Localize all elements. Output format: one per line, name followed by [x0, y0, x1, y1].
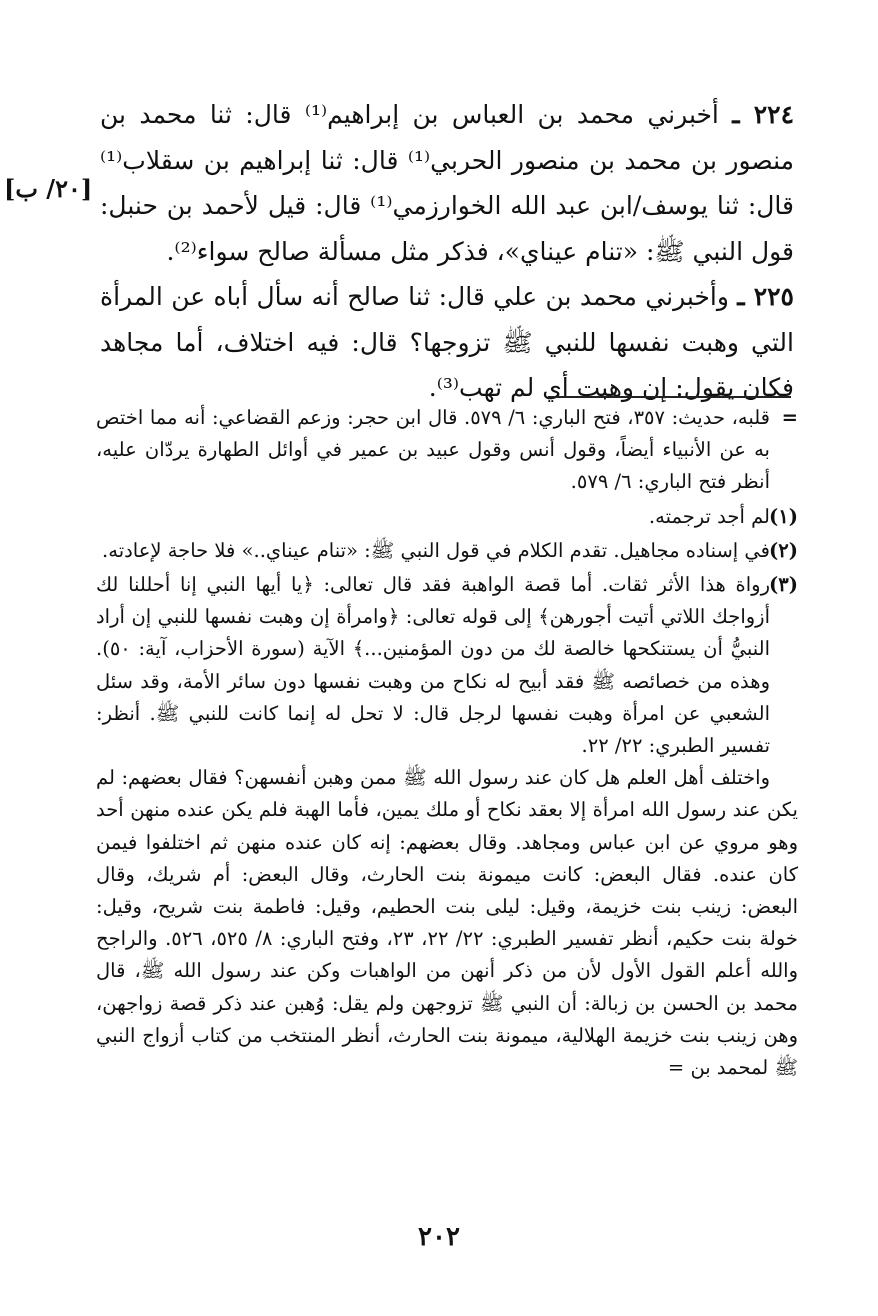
footnotes: [96, 402, 798, 1084]
narration-text: أخبرني محمد بن العباس بن إبراهيم⁽¹⁾ قال: ثنا محمد بن منصور بن محمد بن منصور الحربي⁽¹⁾ قال: ثنا إبراهيم بن سقلاب⁽¹⁾ قال: ثنا يوسف/ابن عبد الله الخوارزمي⁽¹⁾ قال: قيل لأحمد بن حنبل: قول النبي ﷺ: «تنام عيناي»، فذكر مثل مسألة صالح سواء⁽²⁾.: [100, 100, 794, 266]
footnote-mark: (١): [769, 504, 798, 528]
manuscript-folio-reference: [۲۰/ ب]: [4, 174, 93, 203]
narration-text: وأخبرني محمد بن علي قال: ثنا صالح أنه سأل أباه عن المرأة التي وهبت نفسها للنبي ﷺ تزوجها؟ قال: فيه اختلاف، أما مجاهد فكان يقول: إن وهبت أي لم تهب⁽³⁾.: [100, 282, 794, 402]
narration-number: ۲۲٤ ـ: [732, 100, 795, 129]
footnote-3-continuation: واختلف أهل العلم هل كان عند رسول الله ﷺ ممن وهبن أنفسهن؟ فقال بعضهم: لم يكن عند رسول الله امرأة إلا بعقد نكاح أو ملك يمين، فأما الهبة فلم يكن عنده منهن أحد وهو مروي عن ابن عباس ومجاهد. وقال بعضهم: إنه كان عنده منهن ثم اختلفوا فيمن كان عنده. فقال البعض: كانت ميمونة بنت الحارث، وقال البعض: أم شريك، وقال البعض: زينب بنت خزيمة، وقيل: ليلى بنت الحطيم، وقيل: فاطمة بنت شريح، وقيل: خولة بنت حكيم، أنظر تفسير الطبري: ٢٢/ ٢٢، ٢٣، وفتح الباري: ٨/ ٥٢٥، ٥٢٦. والراجح والله أعلم القول الأول لأن من ذكر أنهن من الواهبات وكن عند رسول الله ﷺ، قال محمد بن الحسن بن زبالة: أن النبي ﷺ تزوجهن ولم يقل: وُهبن عند ذكر قصة زواجهن، وهن زينب بنت خزيمة الهلالية، ميمونة بنت الحارث، أنظر المنتخب من كتاب أزواج النبي ﷺ لمحمد بن =: [96, 766, 798, 1080]
footnote-continuation: [96, 402, 798, 499]
footnote-3: [96, 569, 798, 762]
footnote-1: [96, 501, 798, 533]
footnote-mark: =: [781, 406, 798, 429]
footnote-text: في إسناده مجاهيل. تقدم الكلام في قول النبي ﷺ: «تنام عيناي..» فلا حاجة لإعادته.: [102, 538, 770, 562]
footnote-text: لم أجد ترجمته.: [648, 504, 770, 528]
footnote-text: رواة هذا الأثر ثقات. أما قصة الواهبة فقد قال تعالى: ﴿يا أيها النبي إنا أحللنا لك أزواجك اللاتي أتيت أجورهن﴾ إلى قوله تعالى: ﴿وامرأة إن وهبت نفسها للنبي إن أراد النبيُّ أن يستنكحها خالصة لك من دون المؤمنين...﴾ الآية (سورة الأحزاب، آية: ٥٠). وهذه من خصائصه ﷺ فقد أبيح له نكاح من وهبت نفسها دون سائر الأمة، وقد سئل الشعبي عن امرأة وهبت نفسها لرجل قال: لا تحل له إنما كانت للنبي ﷺ. أنظر: تفسير الطبري: ٢٢/ ٢٢.: [96, 573, 770, 758]
narration-225: [100, 274, 794, 411]
main-text: [100, 92, 794, 411]
narration-number: ۲۲٥ ـ: [737, 282, 794, 311]
footnote-separator: [548, 396, 791, 398]
footnote-mark: (٣): [769, 573, 798, 597]
footnote-2: [96, 535, 798, 567]
narration-224: [100, 92, 794, 274]
page-number: ٢٠٢: [418, 1222, 460, 1252]
footnote-text: قلبه، حديث: ٣٥٧، فتح الباري: ٦/ ٥٧٩. قال ابن حجر: وزعم القضاعي: أنه مما اختص به عن الأنبياء أيضاً، وقول أنس وقول عبيد بن عمير في أوائل الطهارة يردّان عليه، أنظر فتح الباري: ٦/ ٥٧٩.: [96, 406, 771, 494]
footnote-mark: (٢): [769, 538, 798, 562]
